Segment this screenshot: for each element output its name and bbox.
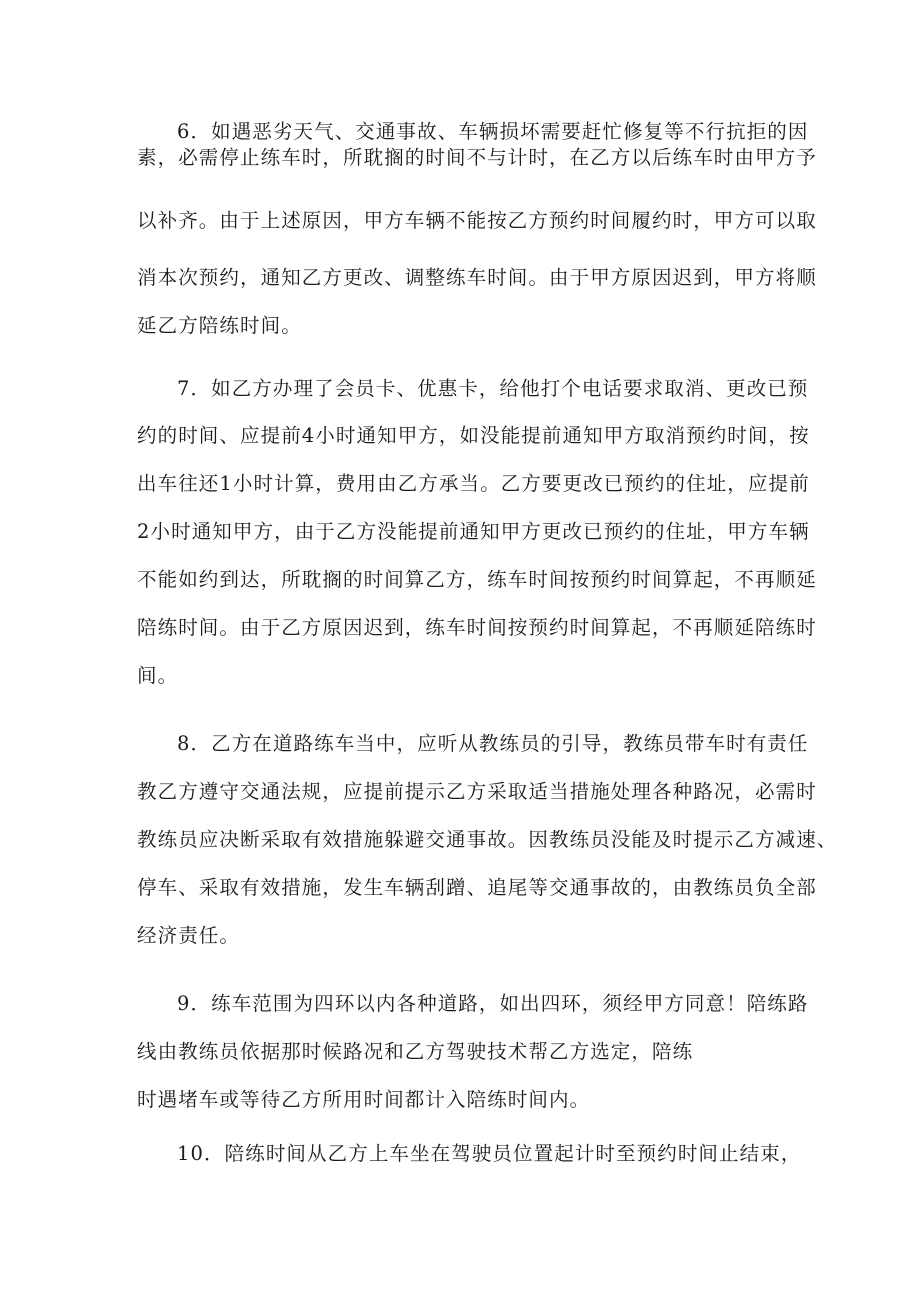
paragraph-line: 经济责任。 [137,924,241,947]
paragraph-line: 约的时间、应提前4小时通知甲方，如没能提前通知甲方取消预约时间，按 [137,424,810,447]
paragraph-line: 间。 [137,664,179,687]
paragraph-line: 以补齐。由于上述原因，甲方车辆不能按乙方预约时间履约时，甲方可以取 [137,209,817,232]
paragraph-line: 2小时通知甲方，由于乙方没能提前通知甲方更改已预约的住址，甲方车辆 [137,520,810,543]
paragraph-line: 7．如乙方办理了会员卡、优惠卡，给他打个电话要求取消、更改已预 [177,377,809,400]
paragraph-line: 时遇堵车或等待乙方所用时间都计入陪练时间内。 [137,1088,591,1111]
paragraph-line: 教乙方遵守交通法规，应提前提示乙方采取适当措施处理各种路况，必需时 [137,780,817,803]
paragraph-line: 延乙方陪练时间。 [137,314,302,337]
paragraph-line: 教练员应决断采取有效措施躲避交通事故。因教练员没能及时提示乙方减速、 [137,828,838,851]
paragraph-line: 素，必需停止练车时，所耽搁的时间不与计时，在乙方以后练车时由甲方予 [137,146,817,169]
paragraph-line: 停车、采取有效措施，发生车辆刮蹭、追尾等交通事故的，由教练员负全部 [137,876,817,899]
paragraph-line: 不能如约到达，所耽搁的时间算乙方，练车时间按预约时间算起，不再顺延 [137,568,817,591]
paragraph-line: 陪练时间。由于乙方原因迟到，练车时间按预约时间算起，不再顺延陪练时 [137,616,817,639]
paragraph-line: 出车往还1小时计算，费用由乙方承当。乙方要更改已预约的住址，应提前 [137,472,810,495]
paragraph-line: 线由教练员依据那时候路况和乙方驾驶技术帮乙方选定，陪练 [137,1040,694,1063]
paragraph-line: 6．如遇恶劣天气、交通事故、车辆损坏需要赶忙修复等不行抗拒的因 [177,120,809,143]
paragraph-line: 9．练车范围为四环以内各种道路，如出四环，须经甲方同意！陪练路 [177,992,809,1015]
paragraph-line: 8．乙方在道路练车当中，应听从教练员的引导，教练员带车时有责任 [177,732,809,755]
paragraph-line: 10．陪练时间从乙方上车坐在驾驶员位置起计时至预约时间止结束， [177,1142,802,1165]
paragraph-line: 消本次预约，通知乙方更改、调整练车时间。由于甲方原因迟到，甲方将顺 [137,266,817,289]
